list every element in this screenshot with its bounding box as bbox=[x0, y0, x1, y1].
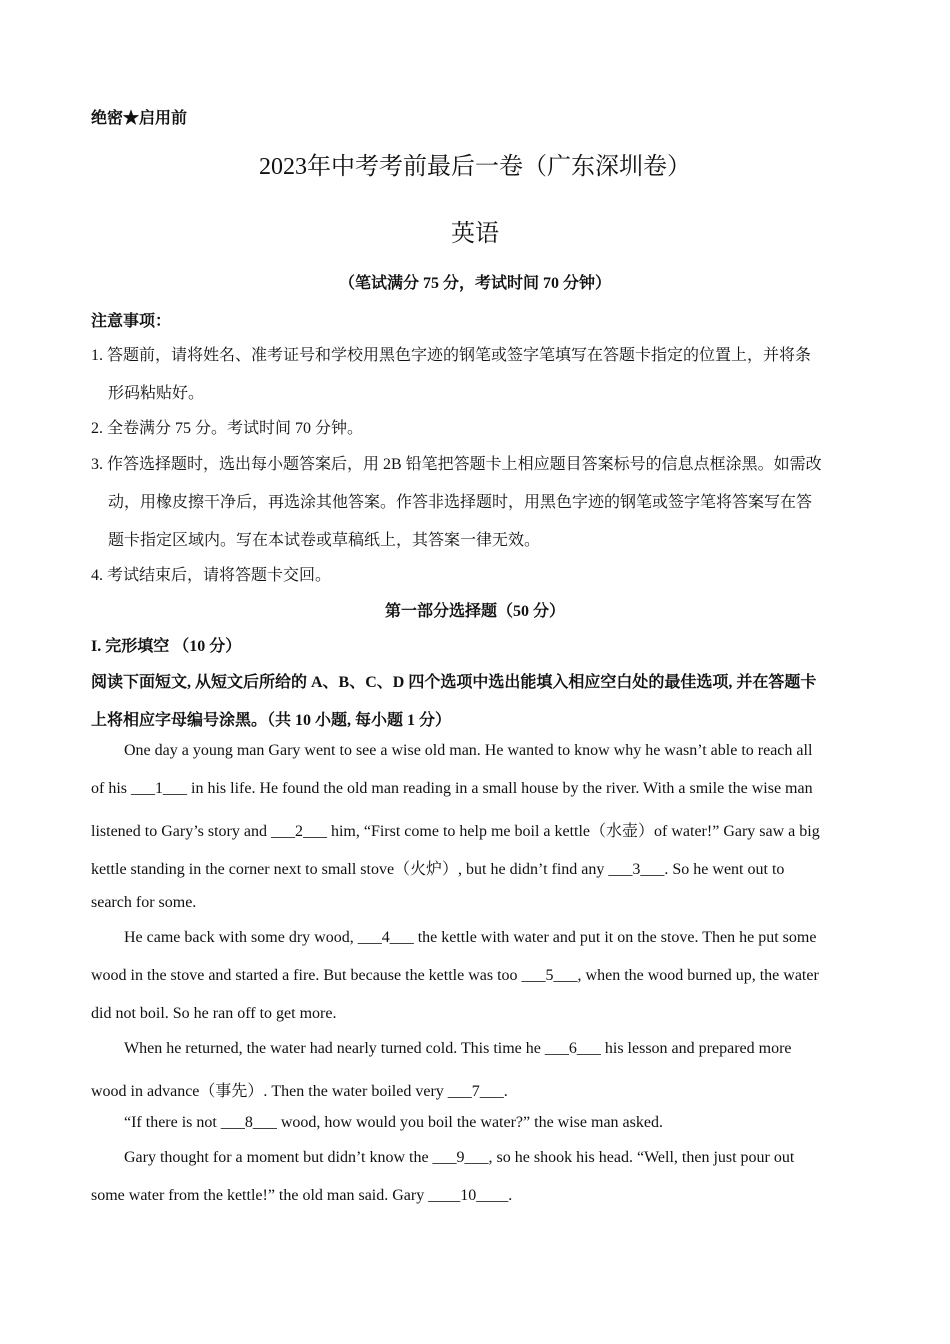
notice-item-2: 2. 全卷满分 75 分。考试时间 70 分钟。 bbox=[91, 420, 364, 437]
notice-item-3-cont: 题卡指定区域内。写在本试卷或草稿纸上，其答案一律无效。 bbox=[108, 532, 541, 549]
passage-line: search for some. bbox=[91, 894, 197, 911]
passage-line: some water from the kettle!” the old man said. Gary ____10____. bbox=[91, 1187, 513, 1204]
notice-item-3-cont: 动，用橡皮擦干净后，再选涂其他答案。作答非选择题时，用黑色字迹的钢笔或签字笔将答案写在答 bbox=[108, 494, 813, 511]
passage-line: kettle standing in the corner next to small stove（火炉）, but he didn’t find any ___3___. So he went out to bbox=[91, 861, 785, 878]
passage-line: wood in the stove and started a fire. But because the kettle was too ___5___, when the wood burned up, the water bbox=[91, 967, 819, 984]
confidential-label: 绝密★启用前 bbox=[91, 110, 188, 127]
exam-info: （笔试满分 75 分，考试时间 70 分钟） bbox=[338, 275, 611, 292]
passage-line: “If there is not ___8___ wood, how would you boil the water?” the wise man asked. bbox=[124, 1114, 663, 1131]
exam-title: 2023年中考考前最后一卷（广东深圳卷） bbox=[259, 154, 691, 180]
passage-line: wood in advance（事先）. Then the water boiled very ___7___. bbox=[91, 1083, 508, 1100]
section-instruction-cont: 上将相应字母编号涂黑。（共 10 小题, 每小题 1 分） bbox=[91, 712, 452, 729]
passage-line: of his ___1___ in his life. He found the old man reading in a small house by the river. With a smile the wise man bbox=[91, 780, 813, 797]
passage-line: He came back with some dry wood, ___4___ the kettle with water and put it on the stove. Then he put some bbox=[124, 929, 817, 946]
passage-line: When he returned, the water had nearly turned cold. This time he ___6___ his lesson and prepared more bbox=[124, 1040, 792, 1057]
notice-item-1-cont: 形码粘贴好。 bbox=[108, 385, 205, 402]
section-title: I. 完形填空 （10 分） bbox=[91, 638, 242, 655]
notice-item-4: 4. 考试结束后，请将答题卡交回。 bbox=[91, 567, 332, 584]
section-instruction: 阅读下面短文, 从短文后所给的 A、B、C、D 四个选项中选出能填入相应空白处的最佳选项, 并在答题卡 bbox=[91, 674, 817, 691]
notice-item-3: 3. 作答选择题时，选出每小题答案后，用 2B 铅笔把答题卡上相应题目答案标号的信息点框涂黑。如需改 bbox=[91, 456, 822, 473]
passage-line: did not boil. So he ran off to get more. bbox=[91, 1005, 337, 1022]
part-heading: 第一部分选择题（50 分） bbox=[384, 603, 565, 620]
notice-heading: 注意事项： bbox=[91, 313, 172, 330]
subject-title: 英语 bbox=[451, 221, 499, 247]
passage-line: Gary thought for a moment but didn’t know the ___9___, so he shook his head. “Well, then just pour out bbox=[124, 1149, 795, 1166]
passage-line: listened to Gary’s story and ___2___ him, “First come to help me boil a kettle（水壶）of water!” Gary saw a big bbox=[91, 823, 820, 840]
passage-line: One day a young man Gary went to see a wise old man. He wanted to know why he wasn’t able to reach all bbox=[124, 742, 813, 759]
notice-item-1: 1. 答题前，请将姓名、准考证号和学校用黑色字迹的钢笔或签字笔填写在答题卡指定的位置上，并将条 bbox=[91, 347, 812, 364]
